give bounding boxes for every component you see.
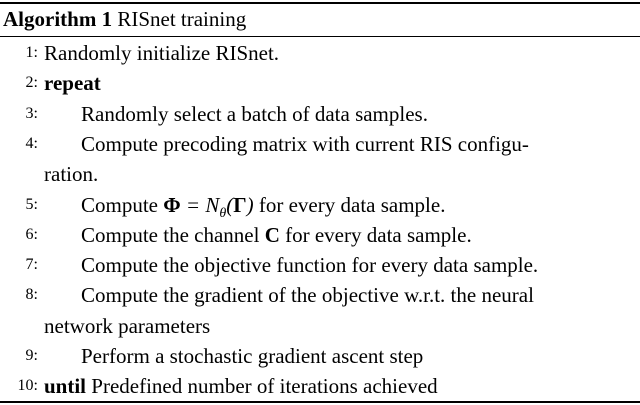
step-suffix: for every data sample. (253, 192, 446, 217)
step-text: Compute the objective function for every data sample. (81, 253, 539, 278)
step-text: Compute the gradient of the objective w.r.t. the neural (81, 283, 534, 308)
line-number: 9: (25, 347, 38, 364)
line-number: 4: (25, 134, 38, 152)
step-prefix: Compute the channel (81, 222, 265, 247)
channel-symbol: C (264, 222, 280, 247)
step-text (81, 220, 472, 250)
repeat-keyword: repeat (44, 71, 101, 96)
line-number: 10: (17, 377, 38, 395)
step-text: Randomly initialize RISnet. (44, 41, 280, 65)
line-number: 5: (25, 195, 38, 213)
line-number: 2: (25, 74, 38, 92)
step-text (44, 371, 438, 401)
line-number: 6: (25, 225, 38, 243)
step-prefix: Compute (81, 192, 164, 217)
caption-label: Algorithm 1 (3, 7, 113, 31)
step-text: Randomly select a batch of data samples. (81, 101, 428, 126)
step-suffix: for every data sample. (279, 222, 472, 247)
math-expression: $\Phi = N_\theta(\Gamma)$ (163, 192, 254, 221)
line-number: 3: (25, 104, 38, 122)
step-text: Compute precoding matrix with current RIS configu- (81, 131, 529, 156)
phi-symbol: Φ (163, 192, 181, 217)
caption-rule (0, 36, 640, 37)
step-text: Perform a stochastic gradient ascent step (81, 344, 424, 368)
line-number: 7: (25, 256, 38, 274)
gamma-symbol: Γ (233, 192, 247, 217)
algorithm-caption (3, 6, 246, 32)
line-number: 1: (25, 44, 38, 61)
theta-subscript: θ (219, 205, 227, 221)
top-rule (0, 2, 640, 4)
step-continuation: ration. (44, 162, 99, 187)
until-keyword: until (44, 374, 87, 399)
step-continuation: network parameters (44, 313, 211, 338)
bottom-rule (0, 401, 640, 403)
line-number: 8: (25, 286, 38, 304)
step-suffix: Predefined number of iterations achieved (86, 374, 438, 399)
caption-title: RISnet training (117, 7, 247, 31)
